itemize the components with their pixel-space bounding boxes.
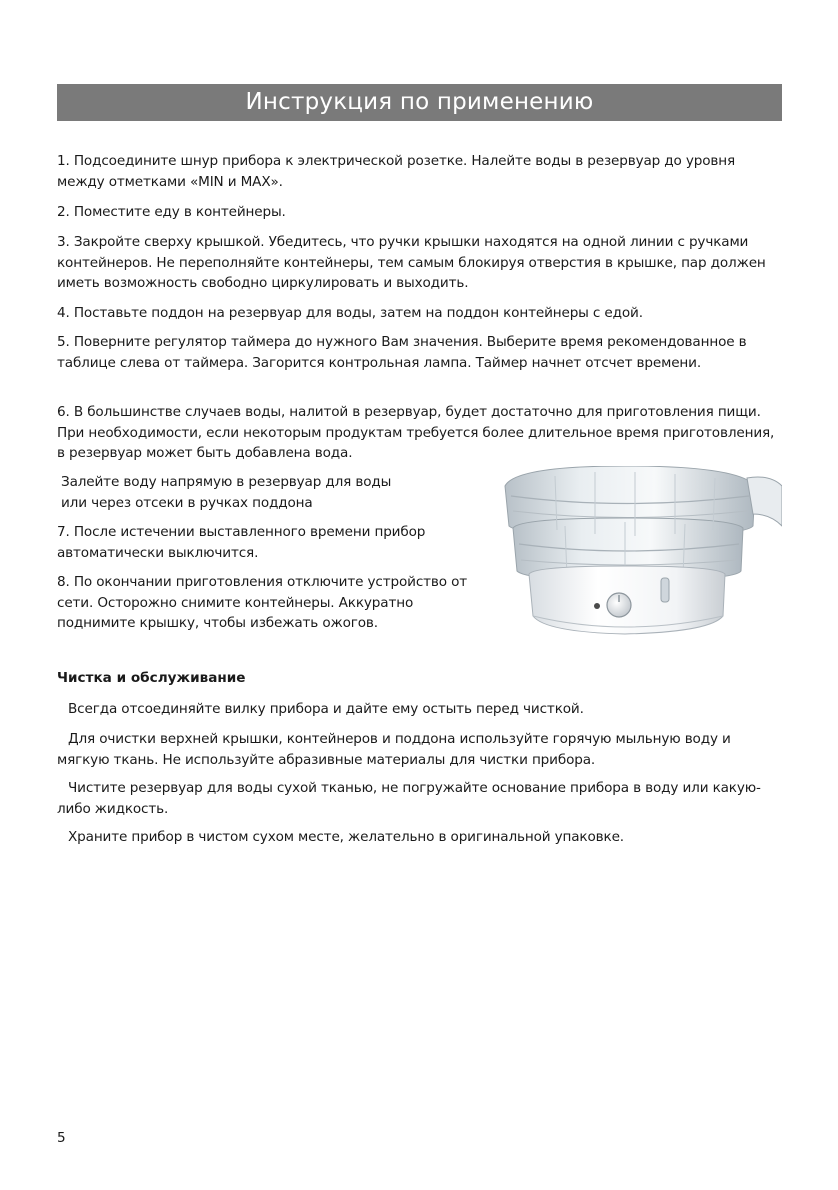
step-5: 5. Поверните регулятор таймера до нужного Вам значения. Выберите время рекомендованное в таблице слева от таймера. Загорится контрольная лампа. Таймер начнет отсчет времени. (57, 334, 747, 371)
steamer-photo (495, 466, 782, 636)
page-title: Инструкция по применению (57, 84, 782, 121)
page-number: 5 (57, 1130, 66, 1146)
step-6: 6. В большинстве случаев воды, налитой в резервуар, будет достаточно для приготовления пищи. При необходимости, если некоторым продуктам требуется более длительное время приготовления, в резервуар может быть добавлена вода. (57, 404, 775, 461)
step-1: 1. Подсоедините шнур прибора к электрической розетке. Налейте воды в резервуар до уровня между отметками «MIN и MAX». (57, 153, 736, 190)
cleaning-item-2: Для очистки верхней крышки, контейнеров и поддона используйте горячую мыльную воду и мягкую ткань. Не используйте абразивные материалы для чистки прибора. (57, 731, 731, 768)
cleaning-item-3: Чистите резервуар для воды сухой тканью, не погружайте основание прибора в воду или какую-либо жидкость. (57, 780, 761, 817)
water-note-line-2: или через отсеки в ручках поддона (61, 494, 313, 511)
step-8: 8. По окончании приготовления отключите устройство от сети. Осторожно снимите контейнеры. Аккуратно поднимите крышку, чтобы избежать ожогов. (57, 574, 468, 631)
step-7: 7. После истечении выставленного времени прибор автоматически выключится. (57, 524, 426, 561)
step-4: 4. Поставьте поддон на резервуар для воды, затем на поддон контейнеры с едой. (57, 305, 643, 321)
cleaning-heading: Чистка и обслуживание (57, 670, 246, 686)
step-2: 2. Поместите еду в контейнеры. (57, 204, 286, 220)
cleaning-item-1: Всегда отсоединяйте вилку прибора и дайте ему остыть перед чисткой. (68, 701, 584, 717)
steamer-illustration (495, 466, 782, 636)
water-note-line-1: Залейте воду напрямую в резервуар для воды (61, 474, 392, 490)
cleaning-item-4: Храните прибор в чистом сухом месте, желательно в оригинальной упаковке. (68, 829, 624, 845)
step-3: 3. Закройте сверху крышкой. Убедитесь, что ручки крышки находятся на одной линии с ручками контейнеров. Не переполняйте контейнеры, тем самым блокируя отверстия в крышке, пар должен иметь возможность свободно циркулировать и выходить. (57, 234, 766, 291)
water-note (57, 472, 491, 513)
